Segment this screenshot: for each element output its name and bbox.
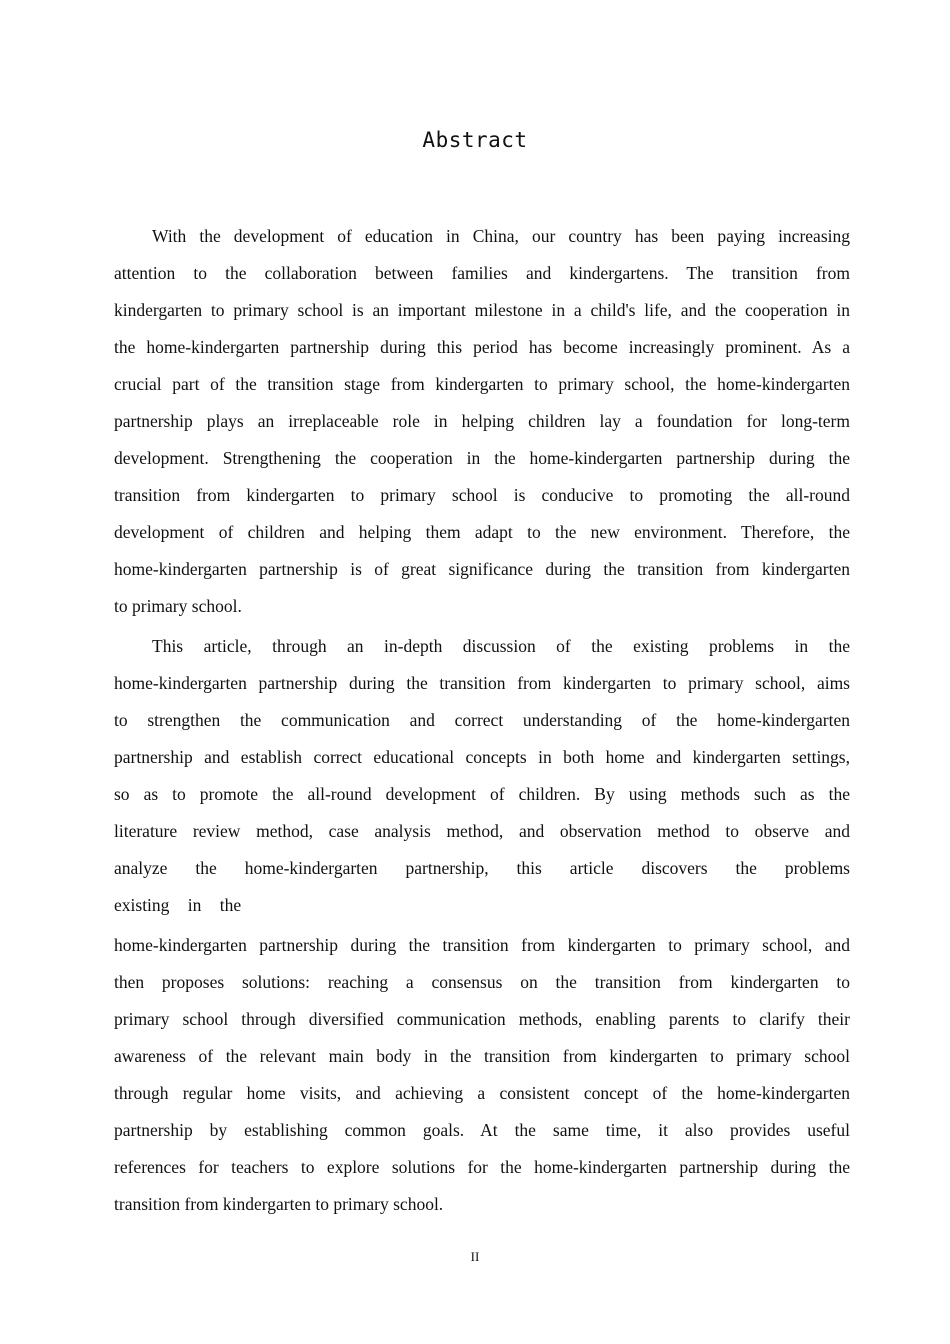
text-line: so as to promote the all-round development of children. By using methods such as the xyxy=(114,784,850,804)
paragraph-3 xyxy=(114,927,850,1223)
text-line: primary school through diversified communication methods, enabling parents to clarify their xyxy=(114,1009,850,1029)
page-title: Abstract xyxy=(422,128,528,152)
text-line: With the development of education in China, our country has been paying increasing xyxy=(152,226,850,246)
text-line: partnership plays an irreplaceable role in helping children lay a foundation for long-term xyxy=(114,411,850,431)
text-line: home-kindergarten partnership during the transition from kindergarten to primary school, and xyxy=(114,935,850,955)
text-line: analyze the home-kindergarten partnership, this article discovers the problems xyxy=(114,858,850,878)
page-number: II xyxy=(470,1249,480,1264)
paragraph-1 xyxy=(114,218,850,625)
text-line: crucial part of the transition stage from kindergarten to primary school, the home-kindergarten xyxy=(114,374,850,394)
text-line: through regular home visits, and achieving a consistent concept of the home-kindergarten xyxy=(114,1083,850,1103)
text-line: literature review method, case analysis method, and observation method to observe and xyxy=(114,821,850,841)
text-line: home-kindergarten partnership during the transition from kindergarten to primary school, aims xyxy=(114,673,850,693)
text-line: transition from kindergarten to primary school is conducive to promoting the all-round xyxy=(114,485,850,505)
text-line: kindergarten to primary school is an important milestone in a child's life, and the cooperation in xyxy=(114,300,850,320)
text-line: to primary school. xyxy=(114,596,242,616)
text-line: the home-kindergarten partnership during this period has become increasingly prominent. As a xyxy=(114,337,850,357)
text-line: references for teachers to explore solutions for the home-kindergarten partnership during the xyxy=(114,1157,850,1177)
text-line: attention to the collaboration between families and kindergartens. The transition from xyxy=(114,263,850,283)
paragraph-2 xyxy=(114,628,850,924)
text-line: home-kindergarten partnership is of great significance during the transition from kindergarten xyxy=(114,559,850,579)
text-line: existing in the xyxy=(114,895,242,915)
text-line: then proposes solutions: reaching a consensus on the transition from kindergarten to xyxy=(114,972,850,992)
text-line: partnership by establishing common goals. At the same time, it also provides useful xyxy=(114,1120,850,1140)
text-line: awareness of the relevant main body in the transition from kindergarten to primary school xyxy=(114,1046,850,1066)
text-line: development. Strengthening the cooperation in the home-kindergarten partnership during the xyxy=(114,448,850,468)
text-line: partnership and establish correct educational concepts in both home and kindergarten settings, xyxy=(114,747,850,767)
text-line: transition from kindergarten to primary school. xyxy=(114,1194,444,1214)
text-line: This article, through an in-depth discussion of the existing problems in the xyxy=(152,636,850,656)
text-line: to strengthen the communication and correct understanding of the home-kindergarten xyxy=(114,710,850,730)
text-line: development of children and helping them adapt to the new environment. Therefore, the xyxy=(114,522,850,542)
abstract-body xyxy=(114,218,850,1223)
